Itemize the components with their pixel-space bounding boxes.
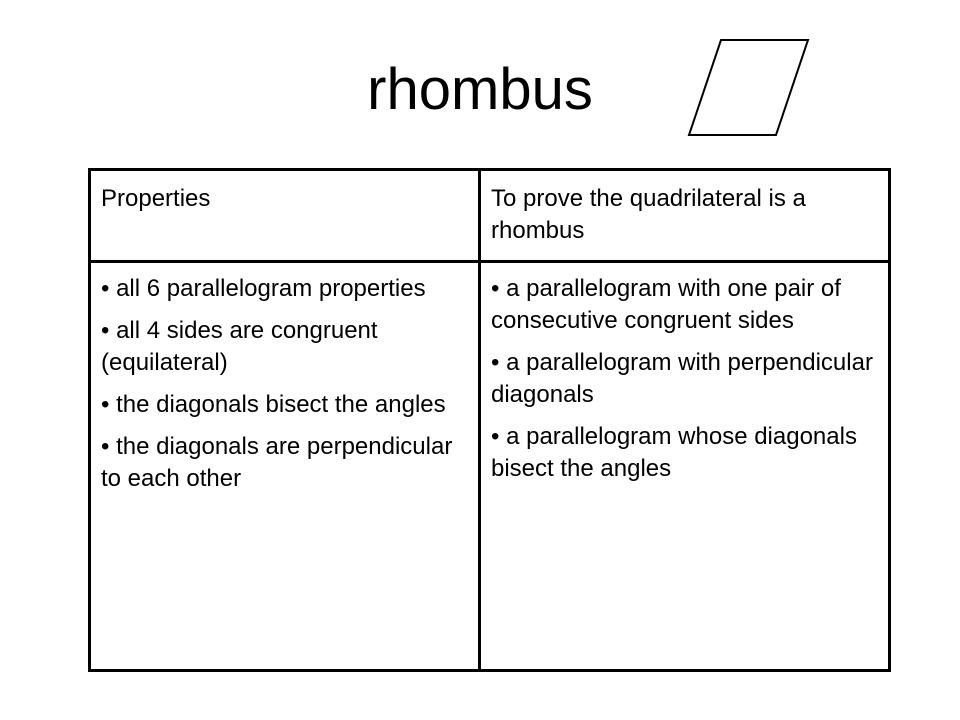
- slide-title: rhombus: [367, 57, 593, 122]
- property-item: • the diagonals bisect the angles: [101, 389, 468, 421]
- properties-cell: [90, 262, 480, 671]
- properties-list: [101, 273, 468, 495]
- property-item: • all 4 sides are congruent (equilateral): [101, 315, 468, 379]
- proof-item: • a parallelogram with one pair of consecutive congruent sides: [491, 273, 878, 337]
- table-header-row: [90, 170, 890, 262]
- proofs-cell: [480, 262, 890, 671]
- rhombus-shape-icon: [686, 38, 812, 138]
- proof-header: To prove the quadrilateral is a rhombus: [480, 170, 890, 262]
- property-item: • the diagonals are perpendicular to each other: [101, 431, 468, 495]
- proof-item: • a parallelogram with perpendicular diagonals: [491, 347, 878, 411]
- properties-header: Properties: [90, 170, 480, 262]
- property-item: • all 6 parallelogram properties: [101, 273, 468, 305]
- table-body-row: [90, 262, 890, 671]
- proof-item: • a parallelogram whose diagonals bisect the angles: [491, 421, 878, 485]
- rhombus-properties-table: [88, 168, 891, 672]
- proofs-list: [491, 273, 878, 485]
